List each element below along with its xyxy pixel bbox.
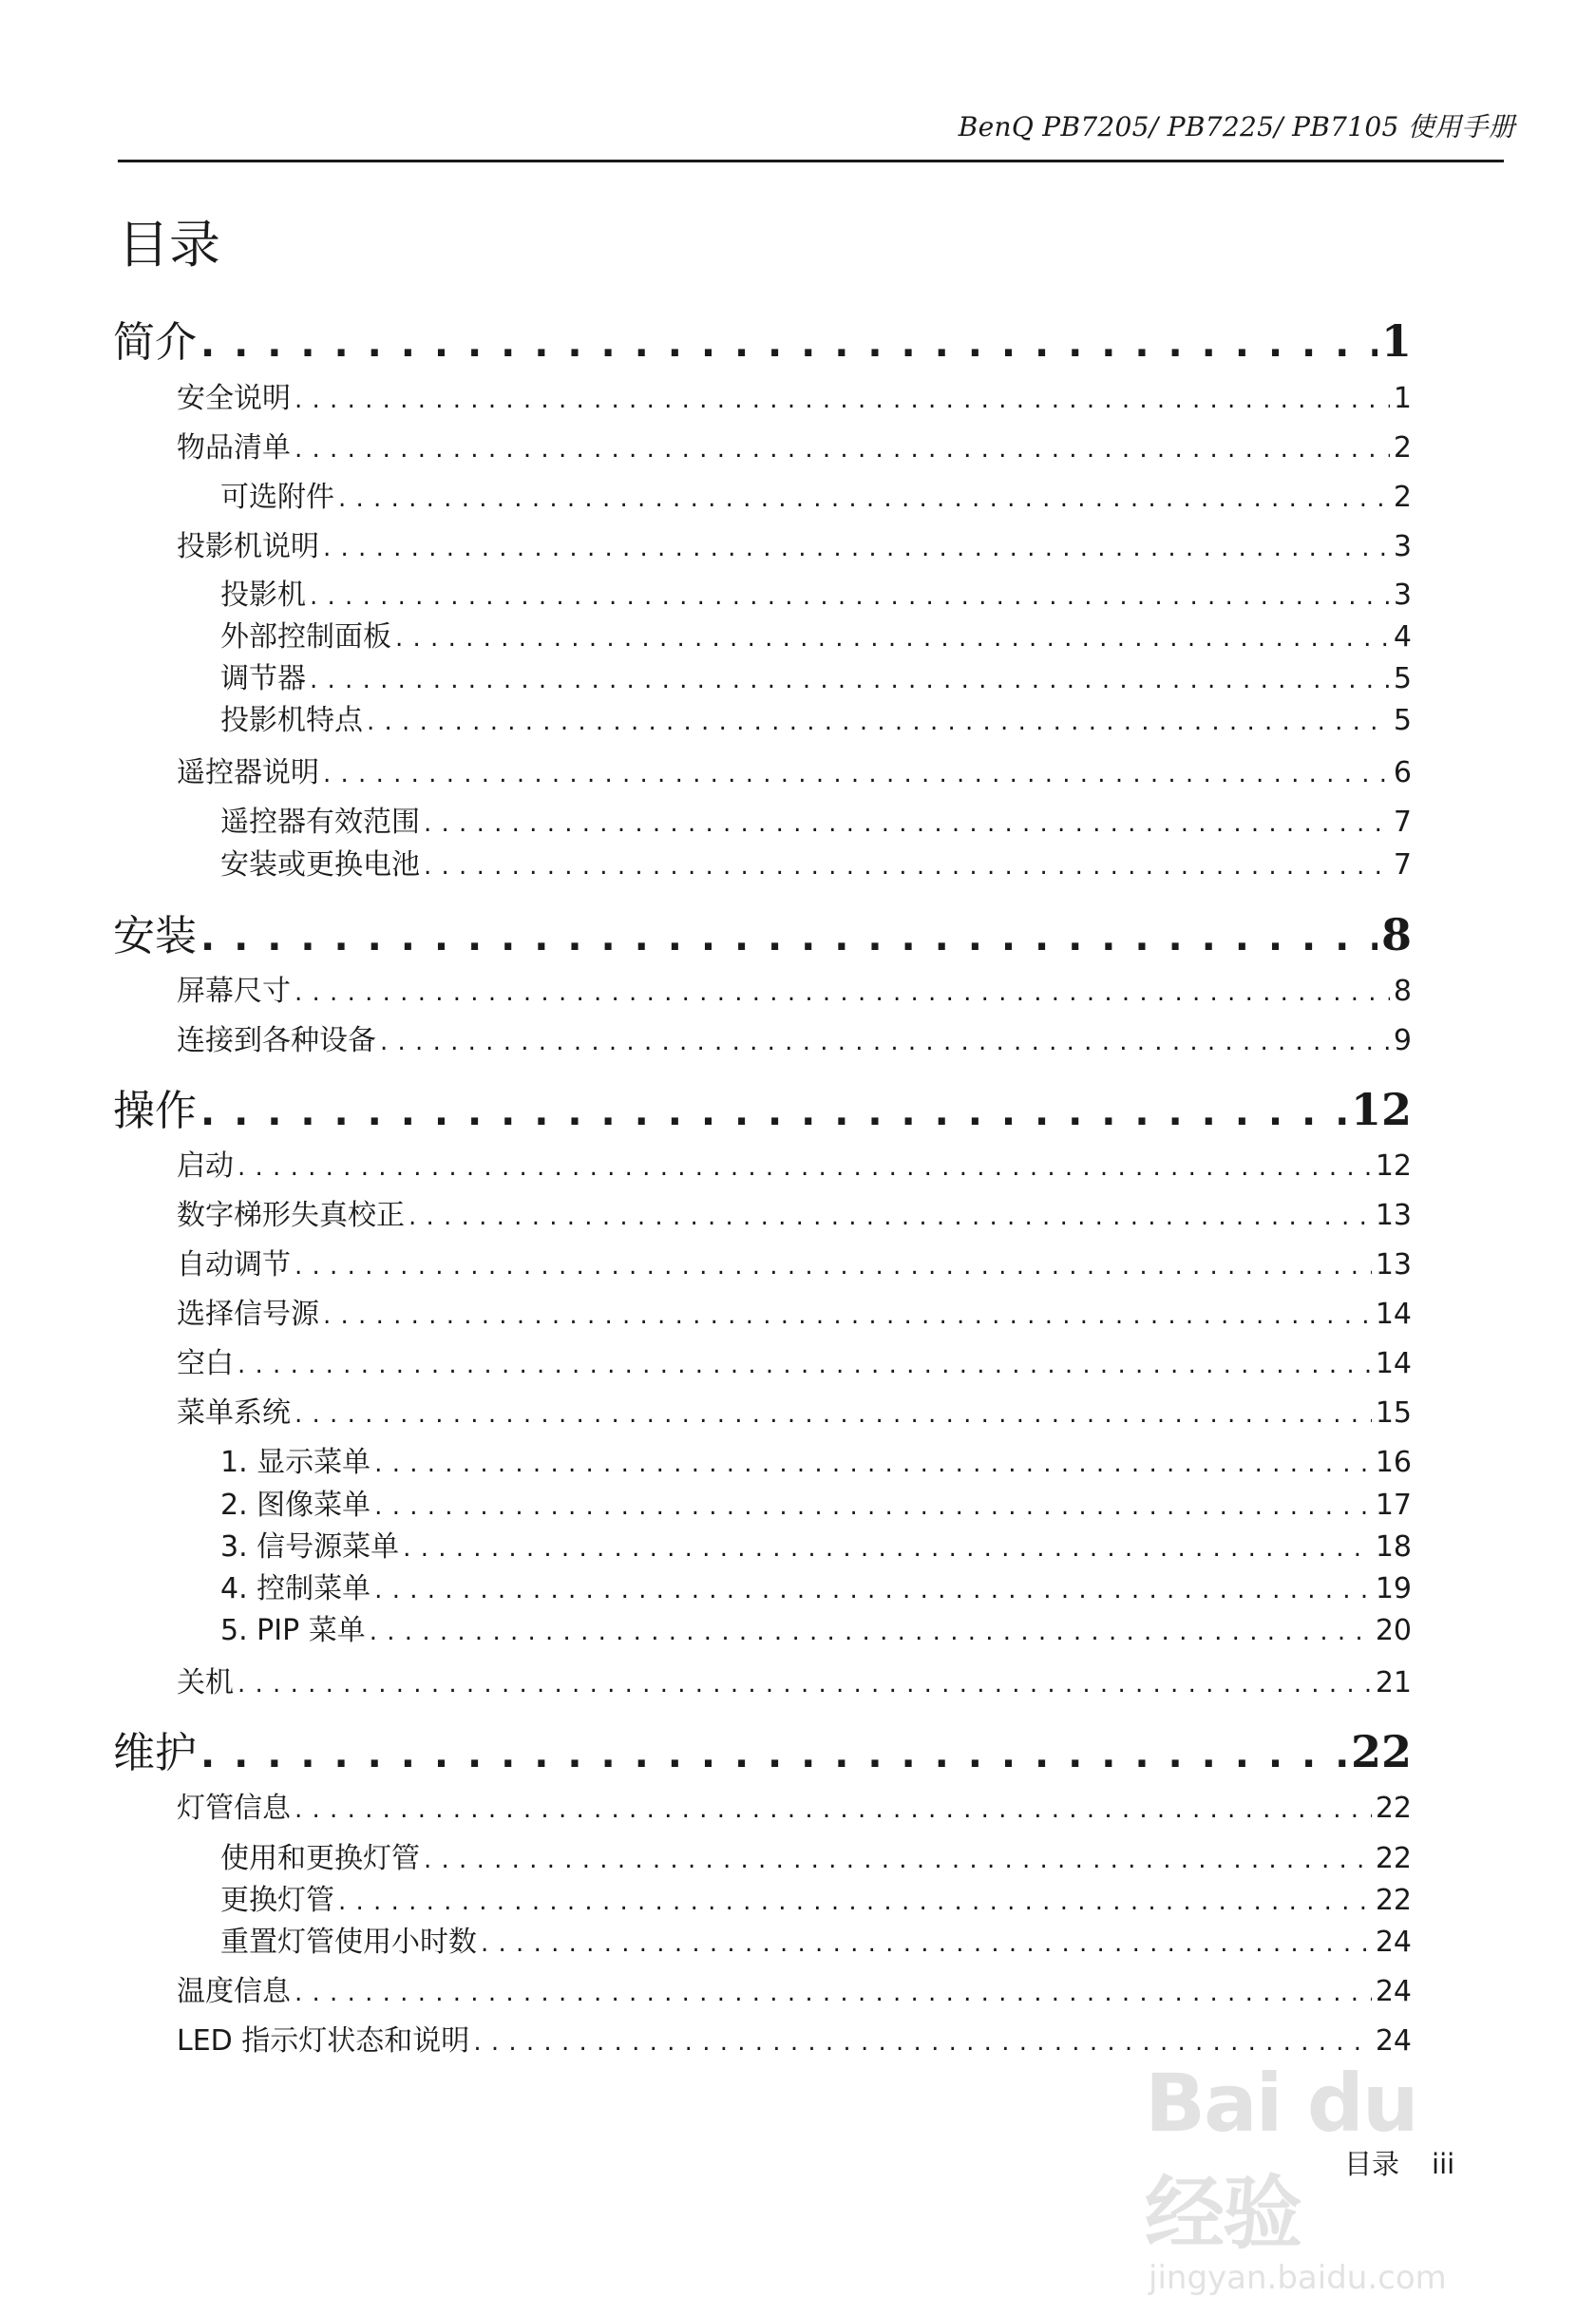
dot-leader [200, 916, 1378, 959]
toc-entry-label: 自动调节 [177, 1248, 291, 1281]
toc-entry-label: 投影机说明 [177, 530, 319, 563]
dot-leader [370, 1618, 1372, 1646]
toc-page-number: 22 [1350, 1726, 1412, 1777]
toc-page-number: 18 [1375, 1530, 1412, 1564]
toc-subsection[interactable] [0, 696, 1412, 738]
toc-page-number: 1 [1380, 315, 1412, 367]
toc-entry-label: 投影机 [220, 579, 306, 612]
dot-leader [294, 435, 1390, 464]
toc-entry-label: 使用和更换灯管 [220, 1842, 420, 1875]
toc-page-number: 22 [1375, 1842, 1412, 1875]
toc-page-number: 4 [1393, 620, 1412, 654]
toc-chapter[interactable] [0, 902, 1412, 962]
dot-leader [200, 1091, 1347, 1134]
toc-section[interactable] [0, 1241, 1412, 1282]
toc-page-number: 24 [1375, 2024, 1412, 2058]
watermark-logo: Bai du 经验 [1145, 2057, 1417, 2260]
toc-page-number: 22 [1375, 1792, 1412, 1825]
toc-entry-label: 外部控制面板 [220, 620, 391, 654]
toc-entry-label: 5. PIP 菜单 [220, 1614, 366, 1647]
toc-entry-label: LED 指示灯状态和说明 [177, 2024, 470, 2058]
toc-page-number: 17 [1375, 1489, 1412, 1522]
page-title: 目录 [118, 215, 220, 275]
toc-subsection[interactable] [0, 1876, 1412, 1918]
toc-chapter[interactable] [0, 1076, 1412, 1137]
toc-page-number: 12 [1375, 1149, 1412, 1183]
dot-leader [294, 978, 1390, 1007]
toc-entry-label: 物品清单 [177, 431, 291, 465]
toc-page-number: 24 [1375, 1975, 1412, 2008]
toc-page-number: 24 [1375, 1926, 1412, 1959]
dot-leader [338, 484, 1390, 513]
toc-section[interactable] [0, 522, 1412, 564]
toc-section[interactable] [0, 1784, 1412, 1826]
dot-leader [200, 1733, 1347, 1776]
toc-subsection[interactable] [0, 1523, 1412, 1565]
toc-entry-label: 空白 [177, 1347, 234, 1380]
toc-chapter[interactable] [0, 308, 1412, 369]
toc-entry-label: 安全说明 [177, 382, 291, 415]
dot-leader [294, 386, 1390, 414]
baidu-watermark [1145, 2057, 1496, 2297]
toc-section[interactable] [0, 424, 1412, 465]
toc-entry-label: 温度信息 [177, 1975, 291, 2008]
toc-subsection[interactable] [0, 473, 1412, 515]
toc-page-number: 3 [1393, 530, 1412, 563]
toc-page-number: 13 [1375, 1199, 1412, 1232]
toc-subsection[interactable] [0, 571, 1412, 613]
toc-page-number: 7 [1393, 806, 1412, 839]
toc-section[interactable] [0, 1339, 1412, 1381]
toc-page-number: 5 [1393, 662, 1412, 695]
toc-page-number: 14 [1375, 1347, 1412, 1380]
toc-subsection[interactable] [0, 655, 1412, 696]
toc-entry-label: 简介 [113, 318, 197, 367]
dot-leader [374, 1450, 1372, 1478]
toc-section[interactable] [0, 967, 1412, 1009]
toc-page-number: 7 [1393, 848, 1412, 882]
dot-leader [408, 1203, 1372, 1231]
toc-section[interactable] [0, 1191, 1412, 1233]
toc-subsection[interactable] [0, 1918, 1412, 1960]
toc-page-number: 15 [1375, 1396, 1412, 1430]
dot-leader [367, 708, 1390, 736]
toc-entry-label: 连接到各种设备 [177, 1024, 376, 1057]
dot-leader [294, 1252, 1372, 1281]
toc-page-number: 19 [1375, 1572, 1412, 1605]
toc-subsection[interactable] [0, 1834, 1412, 1876]
toc-section[interactable] [0, 2017, 1412, 2059]
toc-subsection[interactable] [0, 1565, 1412, 1606]
dot-leader [294, 1795, 1372, 1824]
toc-entry-label: 灯管信息 [177, 1792, 291, 1825]
toc-page-number: 8 [1393, 975, 1412, 1008]
dot-leader [481, 1929, 1372, 1958]
dot-leader [424, 809, 1390, 838]
dot-leader [238, 1351, 1372, 1379]
toc-page-number: 2 [1393, 481, 1412, 514]
toc-entry-label: 安装或更换电池 [220, 848, 420, 882]
toc-entry-label: 启动 [177, 1149, 234, 1183]
dot-leader [238, 1670, 1372, 1699]
dot-leader [310, 666, 1390, 694]
dot-leader [424, 852, 1390, 881]
toc-entry-label: 屏幕尺寸 [177, 975, 291, 1008]
dot-leader [238, 1153, 1372, 1182]
toc-section[interactable] [0, 1016, 1412, 1058]
footer-section-label: 目录 [1344, 2148, 1400, 2180]
dot-leader [323, 1301, 1372, 1330]
dot-leader [374, 1492, 1372, 1521]
toc-section[interactable] [0, 1659, 1412, 1700]
toc-page-number: 5 [1393, 704, 1412, 737]
toc-section[interactable] [0, 1967, 1412, 2009]
dot-leader [323, 760, 1390, 788]
toc-entry-label: 4. 控制菜单 [220, 1572, 371, 1605]
toc-subsection[interactable] [0, 613, 1412, 655]
toc-entry-label: 数字梯形失真校正 [177, 1199, 405, 1232]
document-header: BenQ PB7205/ PB7225/ PB7105 使用手册 [958, 111, 1515, 142]
dot-leader [294, 1979, 1372, 2007]
dot-leader [323, 534, 1390, 562]
toc-page-number: 16 [1375, 1446, 1412, 1479]
toc-page-number: 13 [1375, 1248, 1412, 1281]
dot-leader [403, 1534, 1372, 1563]
toc-subsection[interactable] [0, 798, 1412, 840]
toc-page-number: 20 [1375, 1614, 1412, 1647]
dot-leader [380, 1028, 1390, 1056]
toc-page-number: 6 [1393, 756, 1412, 789]
toc-entry-label: 3. 信号源菜单 [220, 1530, 400, 1564]
toc-entry-label: 选择信号源 [177, 1298, 319, 1331]
toc-entry-label: 维护 [113, 1729, 197, 1777]
toc-page-number: 12 [1350, 1084, 1412, 1135]
toc-section[interactable] [0, 1389, 1412, 1431]
toc-entry-label: 投影机特点 [220, 704, 363, 737]
toc-entry-label: 重置灯管使用小时数 [220, 1926, 477, 1959]
dot-leader [473, 2028, 1372, 2057]
toc-entry-label: 关机 [177, 1666, 234, 1699]
footer-page-number: iii [1432, 2148, 1455, 2180]
dot-leader [395, 624, 1390, 653]
toc-subsection[interactable] [0, 1481, 1412, 1523]
toc-subsection[interactable] [0, 1438, 1412, 1480]
toc-entry-label: 更换灯管 [220, 1884, 334, 1917]
toc-section[interactable] [0, 374, 1412, 416]
toc-page-number: 22 [1375, 1884, 1412, 1917]
dot-leader [310, 582, 1390, 611]
toc-entry-label: 1. 显示菜单 [220, 1446, 371, 1479]
toc-section[interactable] [0, 1290, 1412, 1332]
toc-entry-label: 调节器 [220, 662, 306, 695]
toc-subsection[interactable] [0, 841, 1412, 883]
watermark-url: jingyan.baidu.com [1149, 2259, 1447, 2297]
toc-page-number: 9 [1393, 1024, 1412, 1057]
toc-entry-label: 遥控器说明 [177, 756, 319, 789]
toc-page-number: 2 [1393, 431, 1412, 465]
toc-entry-label: 安装 [113, 912, 197, 960]
toc-subsection[interactable] [0, 1606, 1412, 1648]
toc-entry-label: 菜单系统 [177, 1396, 291, 1430]
toc-chapter[interactable] [0, 1718, 1412, 1779]
toc-entry-label: 遥控器有效范围 [220, 806, 420, 839]
toc-page-number: 8 [1380, 909, 1412, 960]
dot-leader [338, 1888, 1372, 1916]
toc-section[interactable] [0, 749, 1412, 790]
toc-section[interactable] [0, 1142, 1412, 1184]
toc-entry-label: 操作 [113, 1087, 197, 1135]
dot-leader [424, 1846, 1372, 1874]
dot-leader [294, 1400, 1372, 1429]
toc-entry-label: 可选附件 [220, 481, 334, 514]
toc-entry-label: 2. 图像菜单 [220, 1489, 371, 1522]
dot-leader [200, 322, 1378, 366]
toc-page-number: 3 [1393, 579, 1412, 612]
toc-page-number: 21 [1375, 1666, 1412, 1699]
toc-page-number: 1 [1393, 382, 1412, 415]
toc-page-number: 14 [1375, 1298, 1412, 1331]
dot-leader [374, 1576, 1372, 1604]
